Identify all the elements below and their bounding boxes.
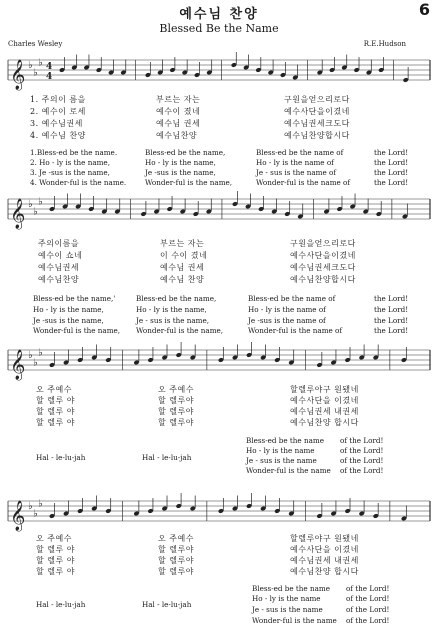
lyricist-credit: Charles Wesley <box>8 40 63 48</box>
music-staff-3 <box>0 340 438 382</box>
svg-text:♭: ♭ <box>38 498 43 510</box>
svg-text:♭: ♭ <box>28 60 33 71</box>
svg-text:♭: ♭ <box>28 199 33 210</box>
svg-text:♭: ♭ <box>38 196 43 208</box>
hymn-number: 6 <box>418 0 430 19</box>
svg-text:♭: ♭ <box>28 350 33 361</box>
svg-text:𝄞: 𝄞 <box>10 501 26 531</box>
svg-text:♭: ♭ <box>33 206 38 218</box>
composer-credit: R.E.Hudson <box>363 40 406 48</box>
music-staff-1 <box>0 50 438 92</box>
svg-text:4: 4 <box>46 62 53 72</box>
svg-text:♭: ♭ <box>38 347 43 359</box>
svg-text:♭: ♭ <box>33 67 38 79</box>
title-korean: 예수님 찬양 <box>179 7 259 22</box>
svg-text:♭: ♭ <box>28 501 33 512</box>
svg-text:♭: ♭ <box>38 57 43 69</box>
title-english: Blessed Be the Name <box>159 22 279 35</box>
svg-text:♭: ♭ <box>33 508 38 520</box>
svg-text:𝄞: 𝄞 <box>10 350 26 380</box>
svg-text:4: 4 <box>46 72 53 82</box>
music-staff-4 <box>0 491 438 533</box>
svg-text:𝄞: 𝄞 <box>10 199 26 229</box>
svg-text:𝄞: 𝄞 <box>10 60 26 90</box>
music-staff-2 <box>0 189 438 231</box>
svg-text:♭: ♭ <box>33 357 38 369</box>
